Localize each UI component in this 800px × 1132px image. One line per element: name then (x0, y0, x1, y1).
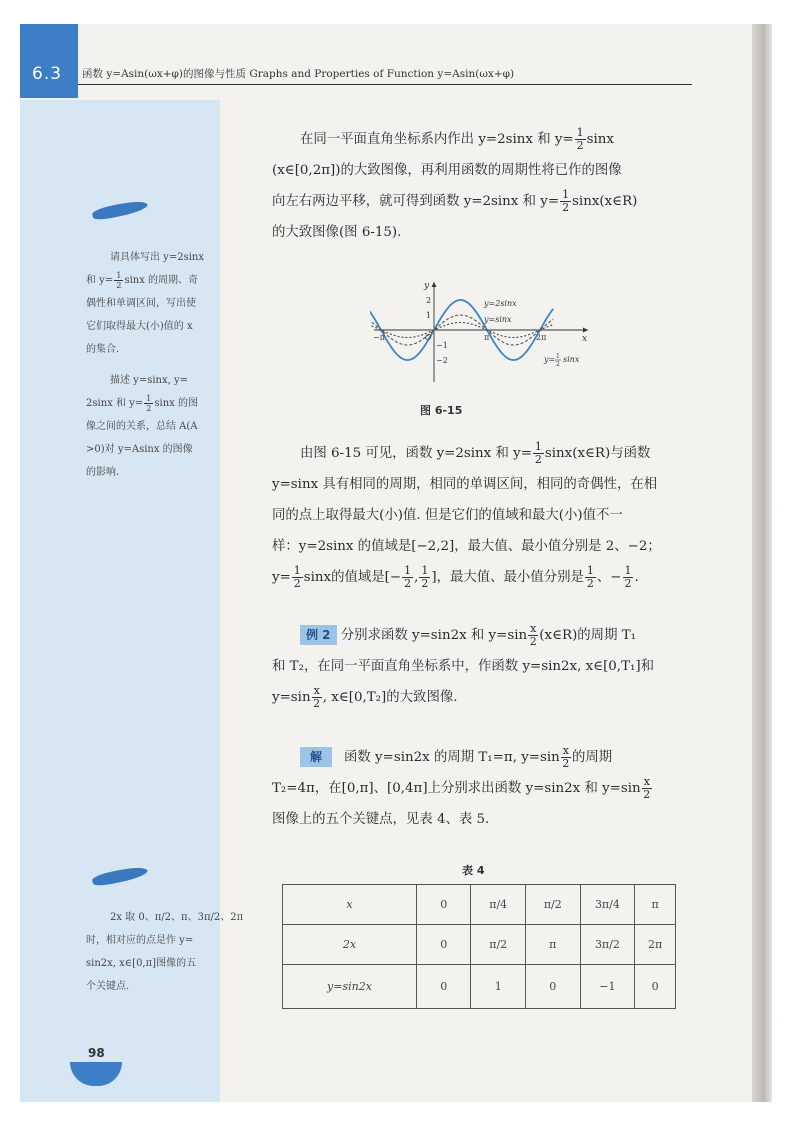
example-tag: 例 2 (300, 625, 337, 645)
text-line: 向左右两边平移，就可得到函数 y=2sinx 和 y= $\frac{1}{2}$ sinx(x∈R) (272, 188, 638, 214)
text-line: 的大致图像(图 6-15). (272, 225, 402, 240)
table-cell: π/2 (471, 925, 526, 965)
margin-note-2 (86, 906, 243, 998)
label-half-den: 2 (556, 361, 560, 368)
origin-label: O (425, 333, 432, 342)
table-row (283, 965, 676, 1009)
table-cell: π/4 (471, 885, 526, 925)
label-sinx: y=sinx (484, 315, 512, 324)
note1-line: 描述 y=sinx, y= (110, 375, 189, 386)
label-half-num: 1 (556, 353, 560, 360)
solution-tag: 解 (300, 747, 332, 767)
section-tab (20, 24, 78, 98)
text-line: y=sinx 具有相同的周期，相同的单调区间，相同的奇偶性，在相 (272, 477, 658, 492)
table-row (283, 885, 676, 925)
x-tick-label: −π (373, 333, 385, 342)
y-tick-label: −2 (436, 356, 448, 365)
note1-line: 2sinx 和 y= $\frac{1}{2}$ sinx 的图 (86, 393, 198, 413)
text-line: 解 函数 y=sin2x 的周期 T₁=π, y=sin $\frac{x}{2}$ 的周期 (272, 742, 653, 773)
note1-line: 像之间的关系，总结 A(A (86, 421, 198, 432)
table-row-label: y=sin2x (283, 965, 417, 1009)
text-line: 同的点上取得最大(小)值. 但是它们的值域和最大(小)值不一 (272, 508, 623, 523)
table-cell: π/2 (526, 885, 581, 925)
text-line: 例 2 分别求函数 y=sin2x 和 y=sin $\frac{x}{2}$ (x∈R)的周期 T₁ (272, 620, 654, 651)
y-tick-label: −1 (436, 341, 448, 350)
table-cell: 3π/2 (580, 925, 635, 965)
label-half-b: sinx (563, 355, 580, 364)
table-cell: 0 (526, 965, 581, 1009)
table-caption: 表 4 (462, 864, 485, 877)
table-cell: 0 (416, 885, 470, 925)
text-line: 由图 6-15 可见，函数 y=2sinx 和 y= $\frac{1}{2}$ sinx(x∈R)与函数 (300, 440, 651, 466)
y-tick-label: 1 (426, 311, 432, 320)
note1-line: 和 y= $\frac{1}{2}$ sinx 的周期、奇 (86, 270, 199, 290)
y-arrow-icon (432, 282, 437, 287)
table-cell: 0 (416, 925, 470, 965)
note1-line: >0)对 y=Asinx 的图像 (86, 444, 193, 455)
table-row-label: 2x (283, 925, 417, 965)
table-cell: 1 (471, 965, 526, 1009)
table-cell: −1 (580, 965, 635, 1009)
text-line: 在同一平面直角坐标系内作出 y=2sinx 和 y= $\frac{1}{2}$ sinx (300, 126, 614, 152)
running-header: 函数 y=Asin(ωx+φ)的图像与性质 Graphs and Properties of Function y=Asin(ωx+φ) (82, 68, 515, 80)
text-line: T₂=4π，在[0,π]、[0,4π]上分别求出函数 y=sin2x 和 y=sin $\frac{x}{2}$ (272, 775, 651, 801)
example-2 (272, 620, 654, 713)
section-number: 6.3 (32, 64, 63, 84)
x-tick-label: 2π (536, 333, 547, 342)
note2-line: 时，相对应的点是作 y= (86, 935, 194, 946)
note1-line: 请具体写出 y=2sinx (110, 252, 204, 263)
table-row-label: x (283, 885, 417, 925)
text-line: 图像上的五个关键点，见表 4、表 5. (272, 812, 490, 827)
y-axis-label: y (424, 281, 430, 291)
note1-line: 它们取得最大(小)值的 x (86, 321, 193, 332)
text-line: 和 T₂，在同一平面直角坐标系中，作函数 y=sin2x, x∈[0,T₁]和 (272, 659, 654, 674)
x-arrow-icon (583, 328, 588, 333)
text-line: (x∈[0,2π])的大致图像，再利用函数的周期性将已作的图像 (272, 163, 622, 178)
note1-line: 偶性和单调区间，写出使 (86, 298, 196, 309)
paragraph-2 (272, 438, 661, 593)
margin-note-1 (86, 246, 204, 484)
label-half-a: y= (544, 355, 556, 364)
table-cell: π (635, 885, 676, 925)
note2-line: sin2x, x∈[0,π]图像的五 (86, 958, 197, 969)
note2-line: 2x 取 0、π/2、π、3π/2、2π (110, 912, 244, 923)
table-cell: 0 (416, 965, 470, 1009)
table-cell: π (526, 925, 581, 965)
table-cell: 2π (635, 925, 676, 965)
table-cell: 3π/4 (580, 885, 635, 925)
text-line: 样：y=2sinx 的值域是[−2,2]，最大值、最小值分别是 2、−2； (272, 539, 661, 554)
x-tick-label: π (484, 333, 490, 342)
table-cell: 0 (635, 965, 676, 1009)
y-tick-label: 2 (426, 296, 432, 305)
figure-6-15 (370, 278, 600, 388)
table-row (283, 925, 676, 965)
table-4 (282, 884, 676, 1009)
header-rule (78, 84, 692, 85)
figure-caption: 图 6-15 (420, 404, 463, 417)
x-axis-label: x (582, 334, 588, 344)
note2-line: 个关键点. (86, 981, 130, 992)
paragraph-1 (272, 124, 637, 248)
note1-line: 的影响. (86, 467, 120, 478)
page-number: 98 (88, 1046, 105, 1060)
note1-line: 的集合. (86, 344, 120, 355)
text-line: y= $\frac{1}{2}$ sinx的值域是[− $\frac{1}{2}$ , $\frac{1}{2}$ ]，最大值、最小值分别是 $\frac{1}{2}$ 、− $\frac{1}{2}$ . (272, 564, 639, 590)
page-edge-shadow (752, 24, 772, 1102)
text-line: y=sin $\frac{x}{2}$ , x∈[0,T₂]的大致图像. (272, 684, 458, 710)
solution (272, 742, 653, 835)
label-2sinx: y=2sinx (484, 299, 517, 308)
